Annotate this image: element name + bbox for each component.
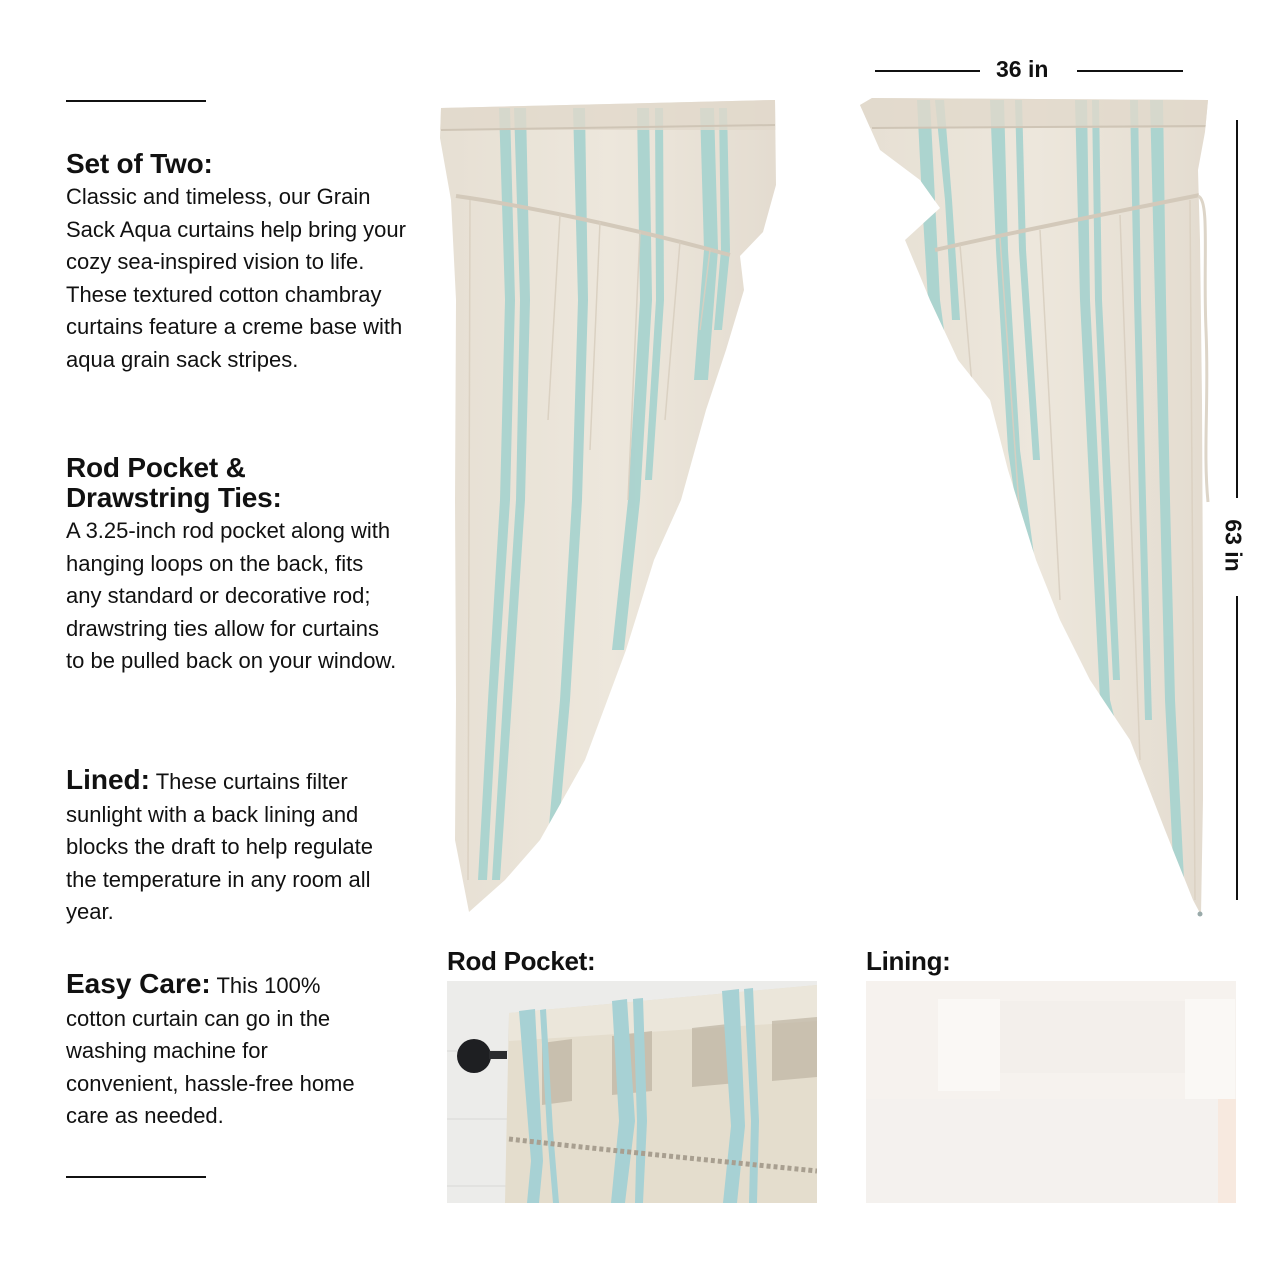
rod-finial-knob — [457, 1039, 491, 1073]
bottom-divider — [66, 1176, 206, 1178]
right-curtain — [850, 90, 1220, 930]
height-dimension-line-bottom — [1236, 596, 1238, 900]
feature-rod-pocket-drawstring — [66, 454, 426, 678]
width-dimension-line-right — [1077, 70, 1183, 72]
left-rod-pocket — [430, 100, 790, 130]
width-dimension-line-left — [875, 70, 980, 72]
lining-caption: Lining: — [866, 946, 951, 976]
drawstring-tie — [1198, 196, 1208, 502]
feature-body-first: This 100% — [216, 973, 321, 998]
feature-body: cotton curtain can go in the washing machine for convenient, hassle-free home care as needed. — [66, 1005, 355, 1128]
feature-paragraph — [66, 764, 406, 929]
rod-pocket-photo — [447, 981, 817, 1203]
lining-illustration — [866, 981, 1236, 1203]
feature-heading-line1: Rod Pocket & — [66, 452, 246, 483]
feature-heading-line2: Drawstring Ties: — [66, 482, 282, 513]
height-dimension-label: 63 in — [1220, 519, 1247, 572]
feature-paragraph — [66, 968, 366, 1133]
feature-body: Classic and timeless, our Grain Sack Aqua curtains help bring your cozy sea-inspired vision to life. These textured cotton chambray curtains feature a creme base with aqua grain sack stripes. — [66, 184, 406, 372]
rod-pocket-caption: Rod Pocket: — [447, 946, 596, 976]
right-curtain-stripes — [917, 100, 1184, 880]
left-curtain-stripes — [478, 108, 730, 880]
feature-heading: Lined: — [66, 764, 150, 795]
left-curtain — [430, 90, 790, 930]
feature-lined — [66, 764, 426, 929]
feature-body: A 3.25-inch rod pocket along with hanging loops on the back, fits any standard or decorative rod; drawstring ties allow for curtains to be pulled back on your window. — [66, 518, 397, 673]
right-drawstring-gather — [935, 195, 1200, 250]
feature-body-first: These curtains filter — [155, 769, 348, 794]
feature-body: sunlight with a back lining and blocks the draft to help regulate the temperature in any room all year. — [66, 801, 373, 924]
curtain-weight-tip — [1198, 912, 1203, 917]
width-dimension-label: 36 in — [996, 56, 1049, 82]
feature-heading: Easy Care: — [66, 968, 211, 999]
left-drawstring-gather — [456, 196, 730, 255]
top-divider — [66, 100, 206, 102]
right-curtain-fabric — [850, 90, 1220, 930]
feature-set-of-two — [66, 150, 426, 376]
height-dimension-line-top — [1236, 120, 1238, 498]
left-curtain-fabric — [430, 90, 790, 930]
feature-heading: Set of Two: — [66, 148, 213, 179]
right-rod-pocket — [850, 98, 1220, 128]
rod-pocket-illustration — [447, 981, 817, 1203]
lining-photo — [866, 981, 1236, 1203]
feature-easy-care — [66, 968, 426, 1133]
